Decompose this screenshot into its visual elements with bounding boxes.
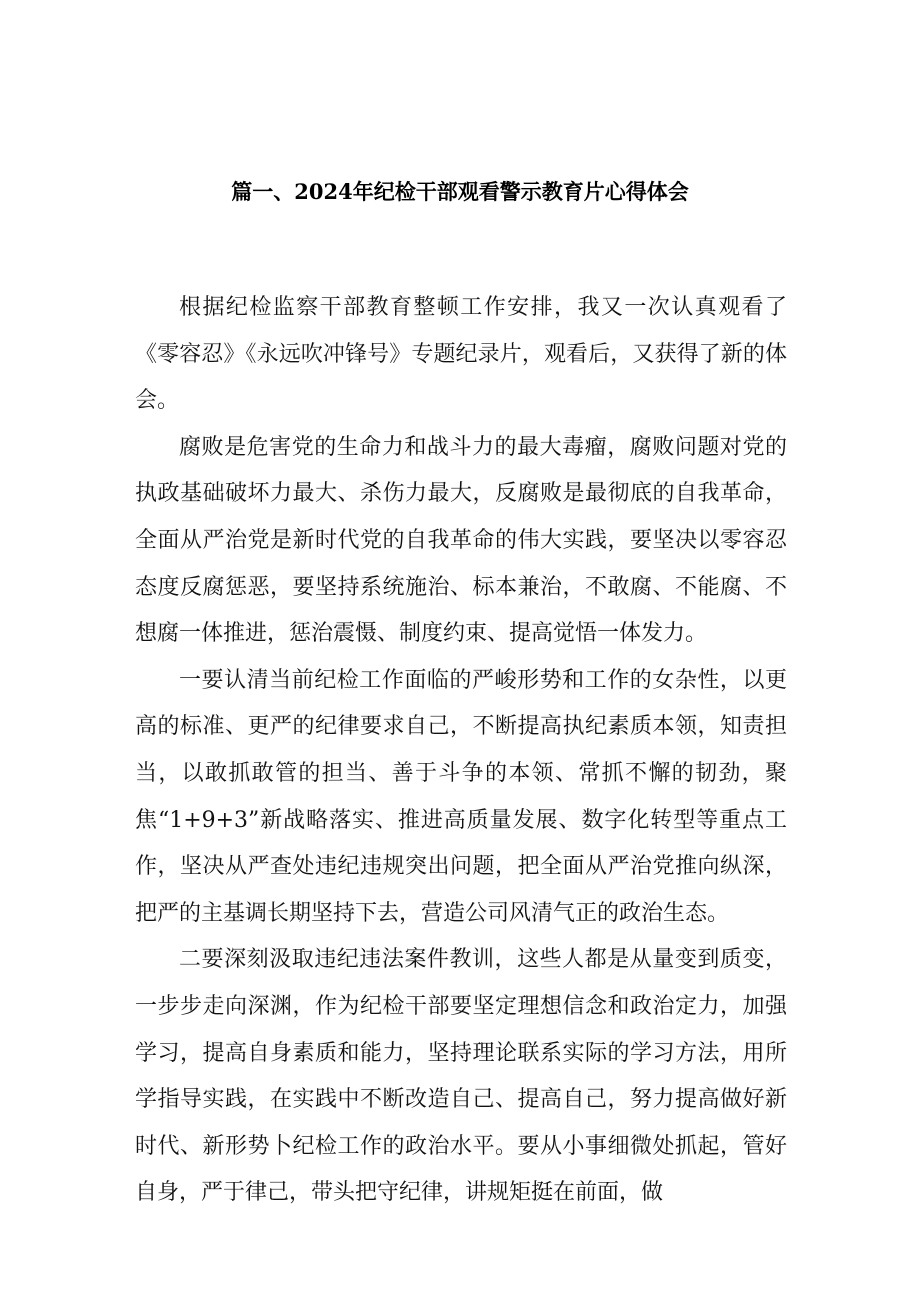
document-body	[135, 285, 787, 1217]
paragraph-2: 腐败是危害党的生命力和战斗力的最大毒瘤，腐败问题对党的执政基础破坏力最大、杀伤力最大，反腐败是最彻底的自我革命，全面从严治党是新时代党的自我革命的伟大实践，要坚决以零容忍态度反腐惩恶，要坚持系统施治、标本兼治，不敢腐、不能腐、不想腐一体推进，惩治震慑、制度约束、提高觉悟一体发力。	[135, 434, 787, 647]
paragraph-1: 根据纪检监察干部教育整顿工作安排，我又一次认真观看了《零容忍》《永远吹冲锋号》专题纪录片，观看后，又获得了新的体会。	[135, 295, 787, 414]
paragraph-3: 一要认清当前纪检工作面临的严峻形势和工作的女杂性，以更高的标准、更严的纪律要求自己，不断提高执纪素质本领，知责担当，以敢抓敢管的担当、善于斗争的本领、常抓不懈的韧劲，聚焦“1+9+3”新战略落实、推进高质量发展、数字化转型等重点工作，坚决从严查处违纪违规突出问题，把全面从严治党推向纵深，把严的主基调长期坚持下去，营造公司风清气正的政治生态。	[135, 667, 787, 926]
paragraph-4: 二要深刻汲取违纪违法案件教训，这些人都是从量变到质变，一步步走向深渊，作为纪检干部要坚定理想信念和政治定力，加强学习，提高自身素质和能力，坚持理论联系实际的学习方法，用所学指导实践，在实践中不断改造自己、提高自己，努力提高做好新时代、新形势卜纪检工作的政治水平。要从小事细微处抓起，管好自身，严于律己，带头把守纪律，讲规矩挺在前面，做	[135, 947, 787, 1206]
document-title: 篇一、2024年纪检干部观看警示教育片心得体会	[231, 179, 689, 204]
